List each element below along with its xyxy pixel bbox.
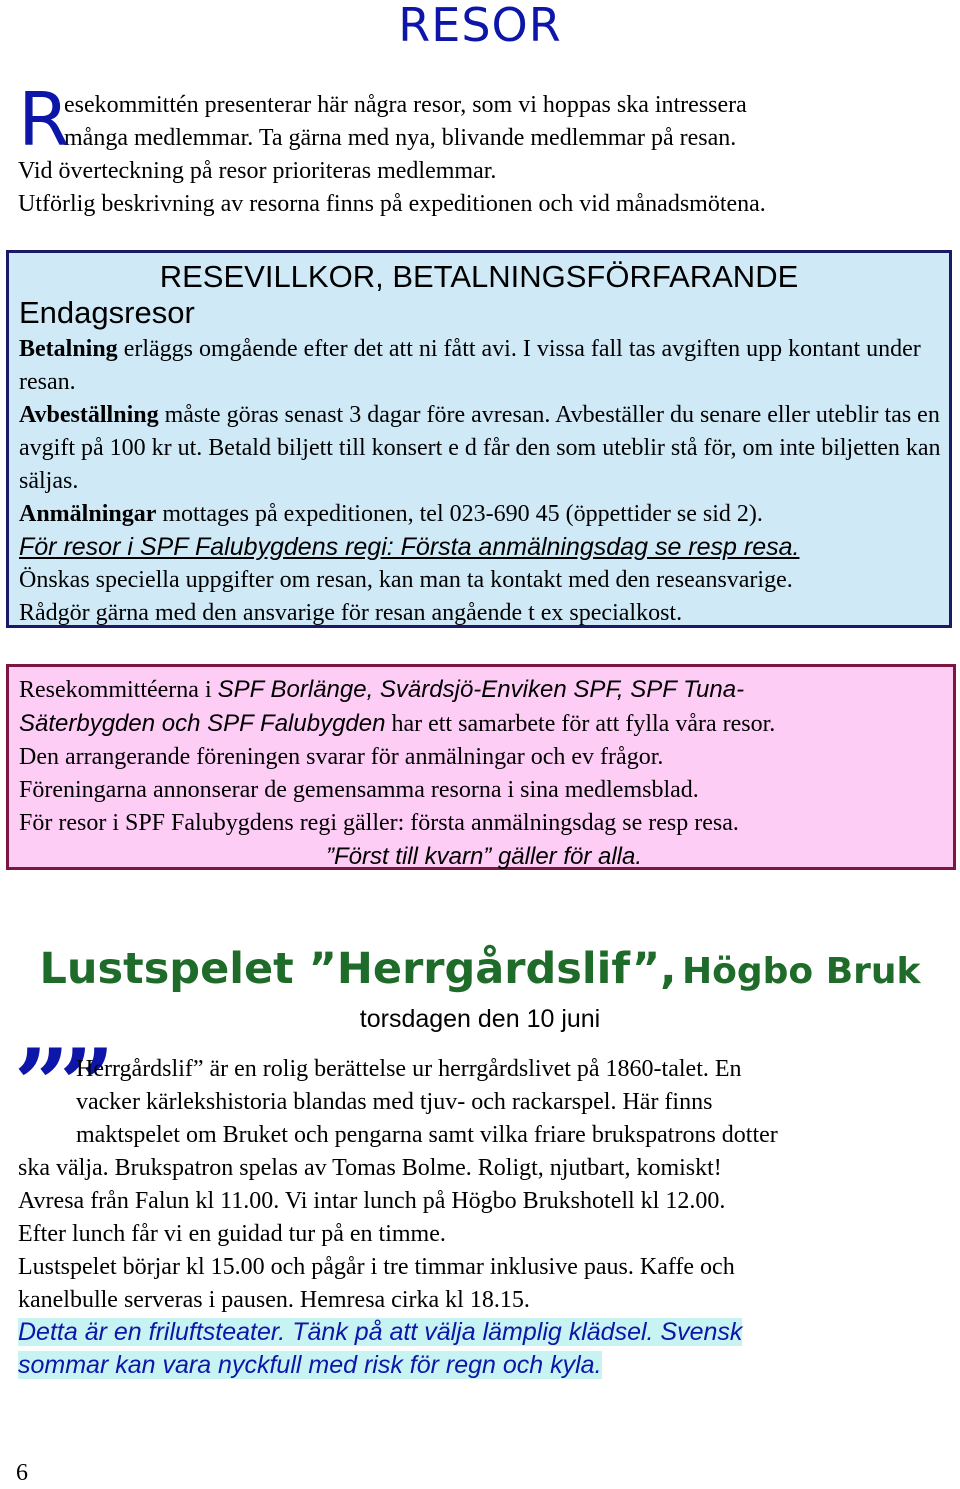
intro-line: Utförlig beskrivning av resorna finns på expeditionen och vid månadsmötena. <box>18 191 766 217</box>
intro-line: esekommittén presenterar här några resor, som vi hoppas ska intressera <box>64 92 747 118</box>
event-date: torsdagen den 10 juni <box>359 1005 601 1033</box>
coop-orgs-cont: Säterbygden och SPF Falubygden <box>19 710 386 737</box>
event-location: Högbo Bruk <box>682 951 921 992</box>
drop-cap: R <box>18 77 70 163</box>
cancel-paragraph <box>19 399 949 498</box>
event-line: maktspelet om Bruket och pengarna samt vilka friare brukspatrons dotter <box>76 1122 778 1148</box>
terms-subheading: Endagsresor <box>19 295 195 330</box>
coop-orgs: SPF Borlänge, Svärdsjö-Enviken SPF, SPF Tuna- <box>217 676 745 703</box>
event-line: Efter lunch får vi en guidad tur på en timme. <box>18 1221 446 1247</box>
cancel-label: Avbeställning <box>19 402 159 428</box>
payment-label: Betalning <box>19 336 118 362</box>
contact-text: Önskas speciella uppgifter om resan, kan man ta kontakt med den reseansvarige. <box>19 567 793 593</box>
event-note-line: Detta är en friluftsteater. Tänk på att välja lämplig klädsel. Svensk <box>18 1318 743 1346</box>
payment-text: erläggs omgående efter det att ni fått avi. I vissa fall tas avgiften upp kontant under resan. <box>19 336 921 395</box>
falubygden-note: För resor i SPF Falubygdens regi: Första anmälningsdag se resp resa. <box>19 533 800 561</box>
event-line: Avresa från Falun kl 11.00. Vi intar lunch på Högbo Brukshotell kl 12.00. <box>18 1188 726 1214</box>
coop-motto: ”Först till kvarn” gäller för alla. <box>325 843 643 870</box>
coop-line <box>19 707 949 741</box>
quote-mark-icon: ”” <box>14 1028 105 1141</box>
coop-line: För resor i SPF Falubygdens regi gäller: första anmälningsdag se resp resa. <box>19 810 739 836</box>
payment-paragraph <box>19 333 949 399</box>
signup-text: mottages på expeditionen, tel 023-690 45 (öppettider se sid 2). <box>156 501 763 527</box>
event-line: Herrgårdslif” är en rolig berättelse ur herrgårdslivet på 1860-talet. En <box>76 1056 742 1082</box>
cooperation-box <box>6 664 956 870</box>
travel-terms-box <box>6 250 952 628</box>
terms-heading: RESEVILLKOR, BETALNINGSFÖRFARANDE <box>159 259 799 294</box>
event-line: ska välja. Brukspatron spelas av Tomas Bolme. Roligt, njutbart, komiskt! <box>18 1155 722 1181</box>
event-title-main: Lustspelet ”Herrgårdslif”, <box>39 944 677 994</box>
coop-suffix: har ett samarbete för att fylla våra resor. <box>385 711 776 737</box>
coop-line: Föreningarna annonserar de gemensamma resorna i sina medlemsblad. <box>19 777 699 803</box>
coop-line <box>19 673 949 707</box>
signup-paragraph <box>19 498 949 531</box>
terms-body <box>19 333 949 630</box>
intro-line: många medlemmar. Ta gärna med nya, blivande medlemmar på resan. <box>64 125 737 151</box>
signup-label: Anmälningar <box>19 501 157 527</box>
coop-prefix: Resekommittéerna i <box>19 677 218 703</box>
page-title: RESOR <box>398 0 562 52</box>
event-note-line: sommar kan vara nyckfull med risk för regn och kyla. <box>18 1351 602 1379</box>
cooperation-body <box>19 673 949 873</box>
event-line: Lustspelet börjar kl 15.00 och pågår i tre timmar inklusive paus. Kaffe och <box>18 1254 735 1280</box>
event-note <box>18 1316 918 1382</box>
intro-line: Vid överteckning på resor prioriteras medlemmar. <box>18 158 497 184</box>
coop-line: Den arrangerande föreningen svarar för anmälningar och ev frågor. <box>19 744 664 770</box>
event-description <box>18 1053 953 1317</box>
page-number: 6 <box>16 1460 28 1486</box>
event-line: kanelbulle serveras i pausen. Hemresa cirka kl 18.15. <box>18 1287 530 1313</box>
event-title <box>0 944 960 994</box>
cancel-text: måste göras senast 3 dagar före avresan. Avbeställer du senare eller uteblir tas en avgift på 100 kr ut. Betald biljett till konsert e d får den som uteblir stå för, om inte biljetten kan säljas. <box>19 402 941 494</box>
intro-paragraph <box>18 77 948 221</box>
advice-text: Rådgör gärna med den ansvarige för resan angående t ex specialkost. <box>19 600 683 626</box>
event-line: vacker kärlekshistoria blandas med tjuv- och rackarspel. Här finns <box>76 1089 713 1115</box>
